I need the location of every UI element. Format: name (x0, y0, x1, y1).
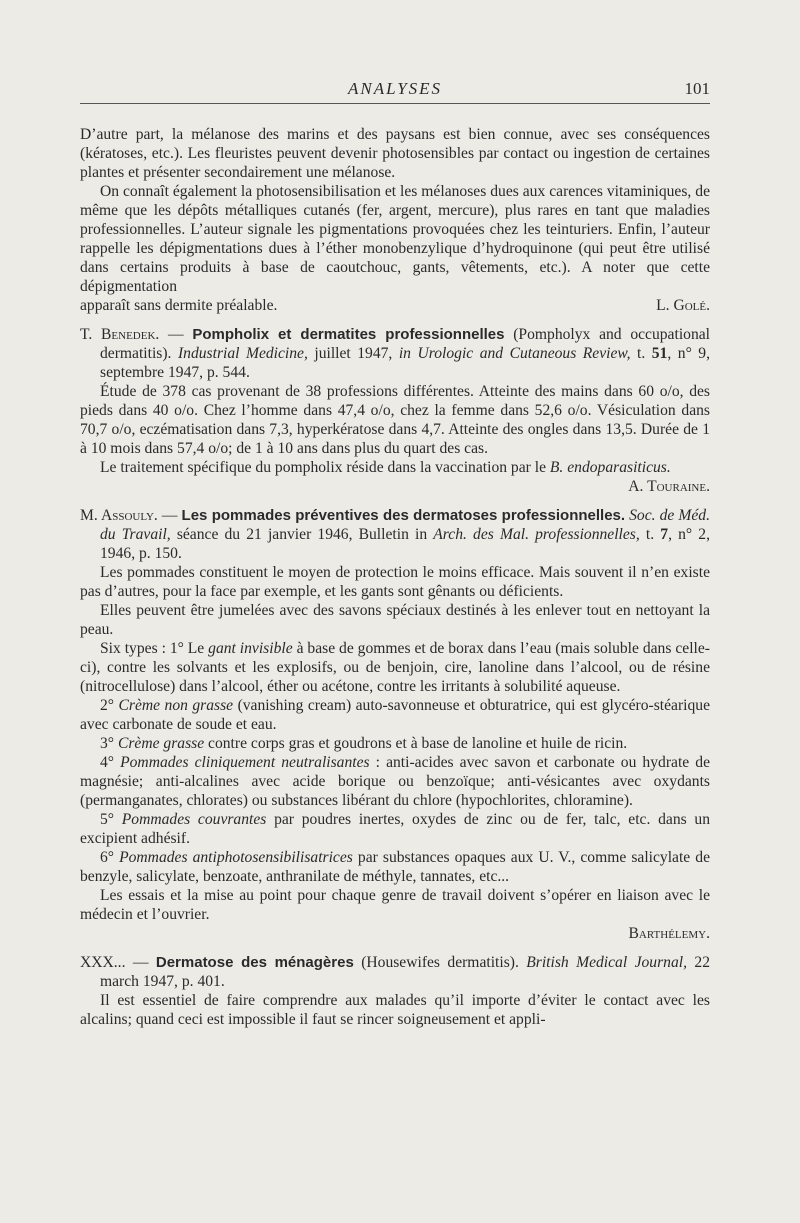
citation (80, 953, 710, 991)
publication-date: 22 march 1947, p. 401. (100, 954, 710, 990)
reviewer-signature: L. Golé. (656, 297, 710, 314)
citation (80, 325, 710, 382)
citation (80, 506, 710, 563)
running-head: ANALYSES (347, 79, 443, 98)
journal-name: Industrial Medicine, (177, 345, 308, 362)
secondary-source: in Urologic and Cutaneous Review, (398, 345, 631, 362)
text: 6° (100, 849, 120, 866)
text: à base de gommes et de borax dans l’eau (mais soluble dans celle-ci), contre les solvants et les explosifs, ou de benjoin, cire, lanoline dans l’alcool, ou de résine (nitrocellulose) dans l’alcool, éther ou acétone, contre les irritants à solubilité aqueuse. (80, 640, 710, 695)
article-title: Pompholix et dermatites professionnelles (192, 326, 505, 343)
page-body (80, 125, 710, 1029)
text: 2° (100, 697, 119, 714)
author: M. Assouly. (80, 507, 158, 524)
paragraph: Elles peuvent être jumelées avec des savons spéciaux destinés à les enlever tout en nettoyant la peau. (80, 602, 710, 638)
reviewer-signature: A. Touraine. (628, 478, 710, 495)
paragraph (80, 458, 710, 477)
paragraph: D’autre part, la mélanose des marins et des paysans est bien connue, avec ses conséquences (kératoses, etc.). Les fleuristes peuvent devenir photosensibles par contact ou ingestion de certaines plantes et présenter secondairement une mélanose. (80, 126, 710, 181)
issue-pages: , n° 9, septembre 1947, p. 544. (100, 345, 710, 381)
text: 4° (100, 754, 121, 771)
emphasis: Pommades cliniquement neutralisantes (120, 754, 370, 771)
paragraph: Étude de 378 cas provenant de 38 professions différentes. Atteinte des mains dans 60 o/o, des pieds dans 40 o/o. Chez l’homme dans 47,4 o/o, chez la femme dans 52,6 o/o. Vésiculation dans 70,7 o/o, eczématisation dans 7,3, hyperkératose dans 4,7. Atteinte des ongles dans 13,5. Durée de 1 à 10 mois dans 57,4 o/o; de 1 à 10 ans dans plus du quart des cas. (80, 383, 710, 457)
text: (vanishing cream) auto-savonneuse et obturatrice, qui est glycéro-stéarique avec carbonate de soude et eau. (80, 697, 710, 733)
paragraph (80, 734, 710, 753)
article-title: Les pommades préventives des dermatoses professionnelles. (181, 507, 626, 524)
journal-name: British Medical Journal, (526, 954, 687, 971)
header-rule (80, 103, 710, 104)
paragraph: Les essais et la mise au point pour chaque genre de travail doivent s’opérer en liaison avec le médecin et l’ouvrier. (80, 887, 710, 923)
article-title: Dermatose des ménagères (155, 954, 354, 971)
text: : anti-acides avec savon et carbonate ou hydrate de magnésie; anti-alcalines avec acide borique ou benzoïque; anti-vésicantes avec oxydants (permanganates, chlorates) ou substances libérant du chlore (hypochlorites, chloramine). (80, 754, 710, 809)
volume: 7 (660, 526, 669, 543)
paragraph (80, 810, 710, 848)
text: par substances opaques aux U. V., comme salicylate de benzyle, salicylate, benzoate, anthranilate de méthyle, tannates, etc... (80, 849, 710, 885)
reviewer-signature: Barthélemy. (628, 925, 710, 942)
review-assouly (80, 506, 710, 943)
publication-date: juillet 1947, (307, 345, 399, 362)
paragraph (80, 696, 710, 734)
text: 3° (100, 735, 118, 752)
dash: — (157, 507, 182, 524)
author: XXX... (80, 954, 126, 971)
emphasis: Crème grasse (117, 735, 205, 752)
text: contre corps gras et goudrons et à base de lanoline et huile de ricin. (204, 735, 628, 752)
emphasis: Crème non grasse (118, 697, 234, 714)
review-continued (80, 125, 710, 315)
author: T. Benedek. (80, 326, 160, 343)
closing-line (80, 296, 710, 315)
text: par poudres inertes, oxydes de zinc ou de fer, talc, etc. dans un excipient adhésif. (80, 811, 711, 847)
paragraph (80, 753, 710, 810)
paragraph-end: apparaît sans dermite préalable. (80, 297, 278, 314)
volume-prefix: t. (639, 526, 661, 543)
society-name: Soc. de Méd. du Travail, (100, 507, 710, 543)
page-header (80, 75, 710, 105)
page-number: 101 (684, 79, 710, 98)
paragraph (80, 848, 710, 886)
volume-prefix: t. (630, 345, 652, 362)
species-name: B. endoparasiticus. (549, 459, 671, 476)
volume: 51 (651, 345, 668, 362)
emphasis: gant invisible (208, 640, 293, 657)
dash: — (125, 954, 156, 971)
issue-pages: , n° 2, 1946, p. 150. (100, 526, 710, 562)
journal-name: Arch. des Mal. professionnelles, (433, 526, 640, 543)
paragraph: Les pommades constituent le moyen de protection le moins efficace. Mais souvent il n’en existe pas d’autres, pour la face par exemple, et les gants sont gênants ou déficients. (80, 564, 710, 600)
text: Le traitement spécifique du pompholix réside dans la vaccination par le (100, 459, 550, 476)
title-translation: (Pompholyx and occupational dermatitis). (100, 326, 710, 362)
paragraph: On connaît également la photosensibilisation et les mélanoses dues aux carences vitaminiques, de même que les dépôts métalliques cutanés (fer, argent, mercure), plus rares en tant que maladies professionnelles. L’auteur signale les pigmentations provoquées chez les teinturiers. Enfin, l’auteur rappelle les dépigmentations dues à l’éther monobenzylique d’hydroquinone (qui peut être utilisé dans certains produits à base de caoutchouc, gants, vêtements, etc.). A noter que cette dépigmentation (80, 183, 710, 295)
session-date: séance du 21 janvier 1946, Bulletin in (170, 526, 434, 543)
review-benedek (80, 325, 710, 496)
emphasis: Pommades couvrantes (121, 811, 267, 828)
emphasis: Pommades antiphotosensibilisatrices (119, 849, 353, 866)
dash: — (159, 326, 193, 343)
text: 5° (100, 811, 122, 828)
paragraph: Il est essentiel de faire comprendre aux malades qu’il importe d’éviter le contact avec les alcalins; quand ceci est impossible il faut se rincer soigneusement et appli- (80, 992, 710, 1028)
review-anonymous (80, 953, 710, 1029)
paragraph (80, 639, 710, 696)
title-translation: (Housewifes dermatitis). (353, 954, 527, 971)
text: Six types : 1° Le (100, 640, 209, 657)
